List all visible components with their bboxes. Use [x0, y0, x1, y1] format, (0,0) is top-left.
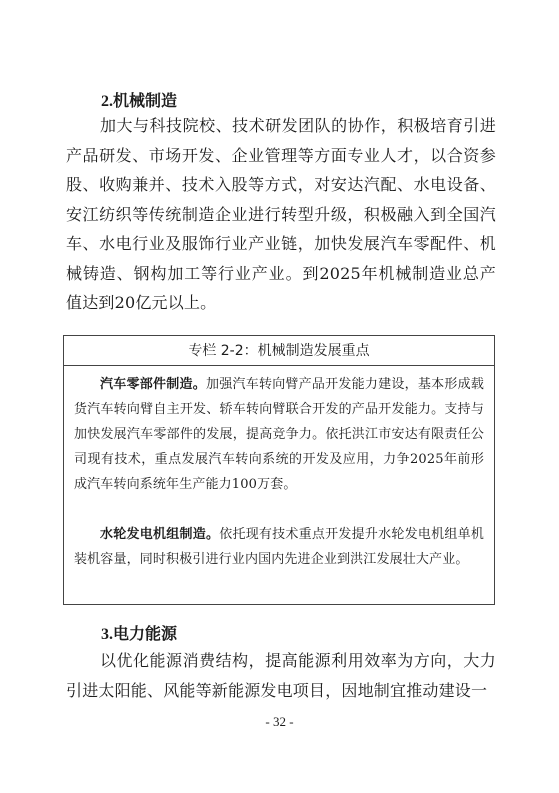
- section-3-number: 3.: [101, 626, 113, 643]
- section-2-title: 机械制造: [113, 91, 178, 110]
- column-box: [63, 335, 495, 605]
- hydro-lead: 水轮发电机组制造。: [100, 527, 220, 542]
- auto-parts-text: 加强汽车转向臂产品开发能力建设，基本形成载货汽车转向臂自主开发、轿车转向臂联合开发的产品开发能力。支持与加快发展汽车零部件的发展，提高竞争力。依托洪江市安达有限责任公司现有技术，重点发展汽车转向系统的开发及应用，力争2025年前形成汽车转向系统年生产能力100万套。: [74, 377, 485, 492]
- column-box-paragraph-auto-parts: [74, 372, 484, 497]
- section-3-title: 电力能源: [113, 624, 178, 643]
- section-2-number: 2.: [101, 93, 113, 110]
- section-2-heading: [101, 88, 177, 111]
- section-2-body: 加大与科技院校、技术研发团队的协作，积极培育引进产品研发、市场开发、企业管理等方面专业人才，以合资参股、收购兼并、技术入股等方式，对安达汽配、水电设备、安江纺织等传统制造企业进行转型升级，积极融入到全国汽车、水电行业及服饰行业产业链，加快发展汽车零配件、机械铸造、钢构加工等行业产业。到2025年机械制造业总产值达到20亿元以上。: [66, 116, 496, 312]
- page-number: - 32 -: [265, 714, 294, 729]
- column-box-title: 专栏 2-2：机械制造发展重点: [64, 336, 494, 366]
- auto-parts-lead: 汽车零部件制造。: [100, 377, 206, 392]
- section-3-heading: [101, 621, 177, 644]
- column-box-paragraph-hydro: [74, 522, 484, 572]
- hydro-text: 依托现有技术重点开发提升水轮发电机组单机装机容量，同时积极引进行业内国内先进企业到洪江发展壮大产业。: [74, 527, 484, 567]
- section-3-body: 以优化能源消费结构，提高能源利用效率为方向，大力引进太阳能、风能等新能源发电项目，因地制宜推动建设一: [66, 651, 496, 700]
